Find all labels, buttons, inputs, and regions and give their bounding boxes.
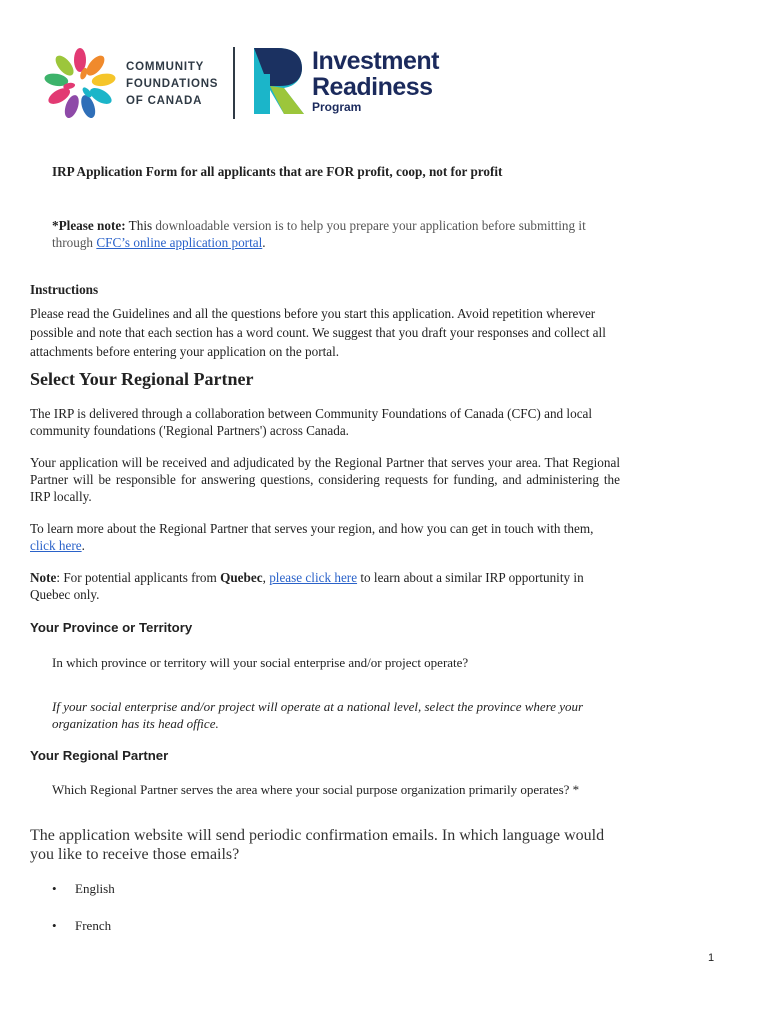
bullet-icon: •	[52, 918, 57, 933]
page-number: 1	[708, 952, 715, 964]
cfc-flower-icon	[42, 44, 122, 124]
regional-p1: The IRP is delivered through a collaboration between Community Foundations of Canada (CFC) and local community foundations ('Regional Partners') across Canada.	[30, 406, 593, 438]
irp-logo-line-2: Readiness	[312, 73, 433, 101]
quebec-note	[30, 569, 622, 603]
irp-logo-line-1: Investment	[312, 47, 439, 75]
regional-p3-end: .	[81, 538, 85, 553]
language-option-label: French	[75, 918, 112, 933]
click-here-link[interactable]: click here	[30, 538, 82, 553]
irp-logo-line-3: Program	[312, 100, 362, 114]
province-hint: If your social enterprise and/or project will operate at a national level, select the province where your organization has its head office.	[52, 699, 584, 731]
irp-logo	[250, 44, 470, 124]
language-question: The application website will send periodic confirmation emails. In which language would you like to receive those emails?	[30, 827, 605, 863]
instructions-heading: Instructions	[30, 282, 99, 297]
quebec-bold: Quebec	[220, 570, 263, 585]
quebec-link[interactable]: please click here	[269, 570, 358, 585]
please-note	[52, 217, 622, 251]
quebec-note-c: to learn about a similar IRP opportunity in Quebec only.	[30, 570, 584, 602]
cfc-logo-line: FOUNDATIONS	[126, 78, 219, 90]
regional-partner-heading: Select Your Regional Partner	[30, 369, 254, 389]
logo-divider	[233, 47, 235, 119]
language-option-label: English	[75, 881, 115, 896]
province-question: In which province or territory will your social enterprise and/or project operate?	[52, 655, 469, 670]
note-end: .	[262, 235, 266, 250]
cfc-logo	[42, 44, 232, 124]
regional-p3	[30, 520, 622, 554]
partner-heading: Your Regional Partner	[30, 748, 169, 763]
cfc-logo-line: COMMUNITY	[126, 61, 205, 73]
language-option-french[interactable]	[52, 918, 111, 934]
note-text-b: downloadable version is to help you prepare your application before submitting it through	[52, 218, 586, 250]
regional-p2: Your application will be received and adjudicated by the Regional Partner that serves your area. That Regional Partner will be responsible for answering questions, considering requests for funding, and administering the IRP locally.	[30, 455, 620, 504]
form-title: IRP Application Form for all applicants that are FOR profit, coop, not for profit	[52, 164, 503, 179]
note-label: *Please note:	[52, 218, 126, 233]
quebec-note-label: Note	[30, 570, 57, 585]
note-text-a: This	[128, 218, 153, 233]
quebec-note-a: : For potential applicants from	[56, 570, 217, 585]
quebec-note-b: ,	[262, 570, 266, 585]
irp-r-mark-icon	[250, 44, 308, 116]
regional-p3-text: To learn more about the Regional Partner that serves your region, and how you can get in touch with them,	[30, 521, 594, 536]
online-portal-link[interactable]: CFC’s online application portal	[96, 235, 263, 250]
instructions-body: Please read the Guidelines and all the questions before you start this application. Avoid repetition wherever possible and note that each section has a word count. We suggest that you draft your responses and collect all attachments before entering your application on the portal.	[30, 306, 606, 359]
province-heading: Your Province or Territory	[30, 620, 193, 635]
language-option-english[interactable]	[52, 881, 115, 897]
cfc-logo-line: OF CANADA	[126, 95, 203, 107]
bullet-icon: •	[52, 881, 57, 896]
partner-question: Which Regional Partner serves the area where your social purpose organization primarily operates? *	[52, 782, 580, 797]
